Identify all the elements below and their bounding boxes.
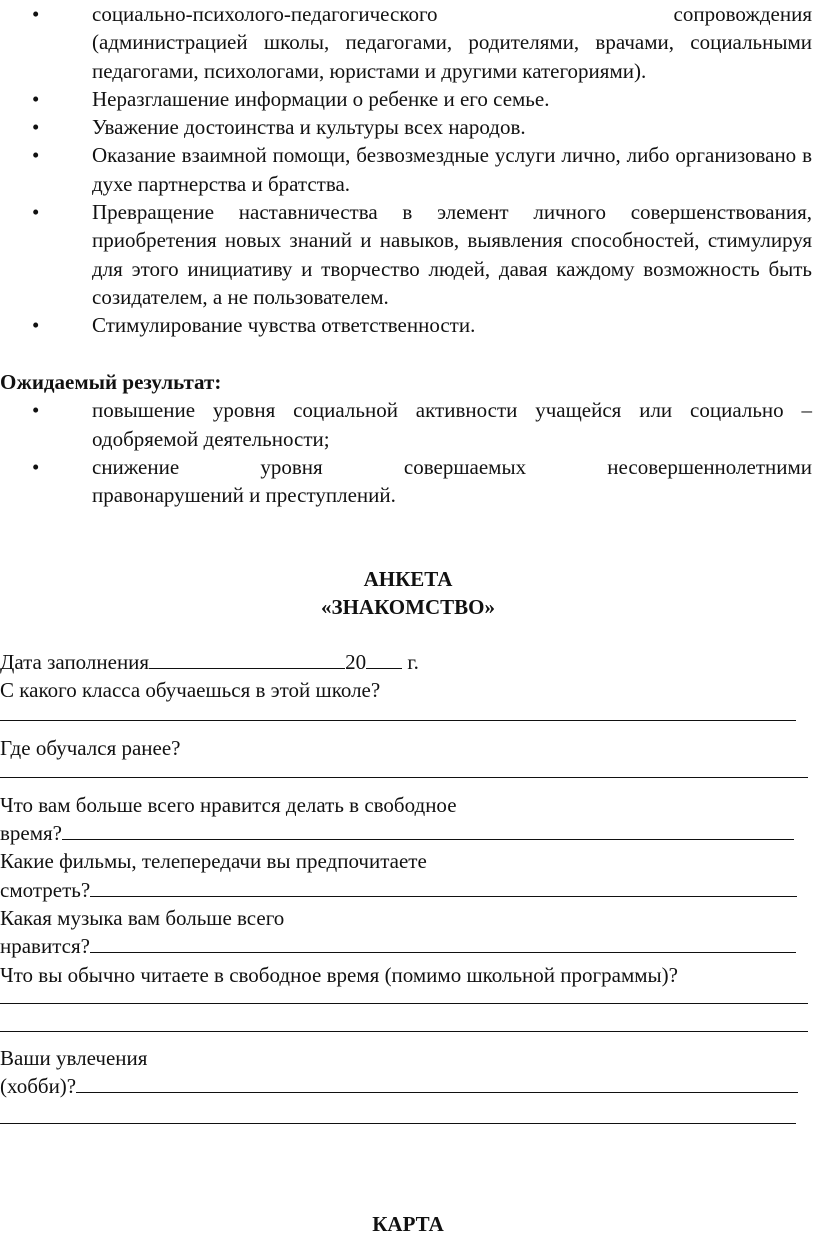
answer-music-line[interactable] xyxy=(90,932,796,953)
expected-results-list xyxy=(0,396,816,509)
question-free-time-label: Что вам больше всего нравится делать в свободное xyxy=(0,792,457,817)
question-class: С какого класса обучаешься в этой школе? xyxy=(0,678,381,703)
answer-hobby-line[interactable] xyxy=(76,1072,798,1093)
date-blank[interactable] xyxy=(149,648,345,669)
principle-item xyxy=(0,0,816,85)
card-section-header xyxy=(0,1210,816,1238)
questionnaire-form xyxy=(0,648,812,1124)
principle-item xyxy=(0,85,816,113)
question-previous-school: Где обучался ранее? xyxy=(0,735,181,760)
answer-class-line[interactable] xyxy=(0,705,796,721)
question-free-time xyxy=(0,819,812,847)
year-blank[interactable] xyxy=(366,648,402,669)
principle-item-text: • социально-психолого-педагогического сопровождения xyxy=(92,2,812,26)
questionnaire-subtitle: «ЗНАКОМСТВО» xyxy=(321,595,495,620)
answer-hobby-line-2[interactable] xyxy=(0,1101,796,1124)
expected-result-item xyxy=(0,396,816,453)
question-films-label-cont: смотреть? xyxy=(0,877,91,902)
answer-previous-school-line[interactable] xyxy=(0,762,808,778)
question-free-time-label-cont: время? xyxy=(0,821,63,846)
question-films-label: Какие фильмы, телепередачи вы предпочитаете xyxy=(0,849,427,874)
principle-item-text: (администрацией школы, педагогами, родителями, врачами, социальными педагогами, психологами, юристами и другими категориями). xyxy=(92,30,812,83)
questionnaire-title: АНКЕТА xyxy=(363,567,453,591)
principle-item-text: • Оказание взаимной помощи, безвозмездные услуги лично, либо организовано в духе партнерства и братства. xyxy=(92,143,812,196)
principles-section xyxy=(0,0,816,340)
principle-item xyxy=(0,113,816,141)
answer-films-line[interactable] xyxy=(90,876,797,897)
principle-item xyxy=(0,198,816,311)
principle-item xyxy=(0,141,816,198)
date-label: Дата заполнения xyxy=(0,650,150,674)
expected-result-item-text: • повышение уровня социальной активности учащейся или социально – одобряемой деятельности; xyxy=(92,398,812,451)
question-hobby-label-cont: (хобби)? xyxy=(0,1074,77,1099)
card-title: КАРТА xyxy=(372,1212,444,1236)
question-hobby xyxy=(0,1072,812,1100)
principle-item xyxy=(0,311,816,339)
answer-reading-line-1[interactable] xyxy=(0,989,808,1004)
date-field xyxy=(0,648,812,676)
question-reading: Что вы обычно читаете в свободное время (помимо школьной программы)? xyxy=(0,962,678,987)
principle-item-text: • Неразглашение информации о ребенке и его семье. xyxy=(92,86,550,111)
principles-list xyxy=(0,0,816,340)
principle-item-text: • Стимулирование чувства ответственности. xyxy=(92,313,476,338)
expected-result-item-text: • снижение уровня совершаемых несовершеннолетними xyxy=(92,454,812,479)
question-music xyxy=(0,932,812,960)
questionnaire-header xyxy=(0,565,816,622)
question-music-label-cont: нравится? xyxy=(0,934,90,959)
expected-section xyxy=(0,368,816,509)
principle-item-text: • Уважение достоинства и культуры всех народов. xyxy=(92,115,526,140)
question-films xyxy=(0,876,812,904)
expected-result-item xyxy=(0,453,816,510)
date-year: 20 xyxy=(345,650,367,674)
expected-heading: Ожидаемый результат: xyxy=(0,370,222,394)
question-music-label: Какая музыка вам больше всего xyxy=(0,906,285,931)
principle-item-text: • Превращение наставничества в элемент личного совершенствования, приобретения новых знаний и навыков, выявления способностей, стимулируя для этого инициативу и творчество людей, давая каждому возможность быть созидателем, а не пользователем. xyxy=(92,200,812,309)
answer-free-time-line[interactable] xyxy=(62,819,794,840)
answer-reading-line-2[interactable] xyxy=(0,1004,808,1032)
expected-result-item-text: правонарушений и преступлений. xyxy=(92,483,396,508)
date-suffix: г. xyxy=(407,650,419,674)
question-hobby-label: Ваши увлечения xyxy=(0,1045,148,1070)
